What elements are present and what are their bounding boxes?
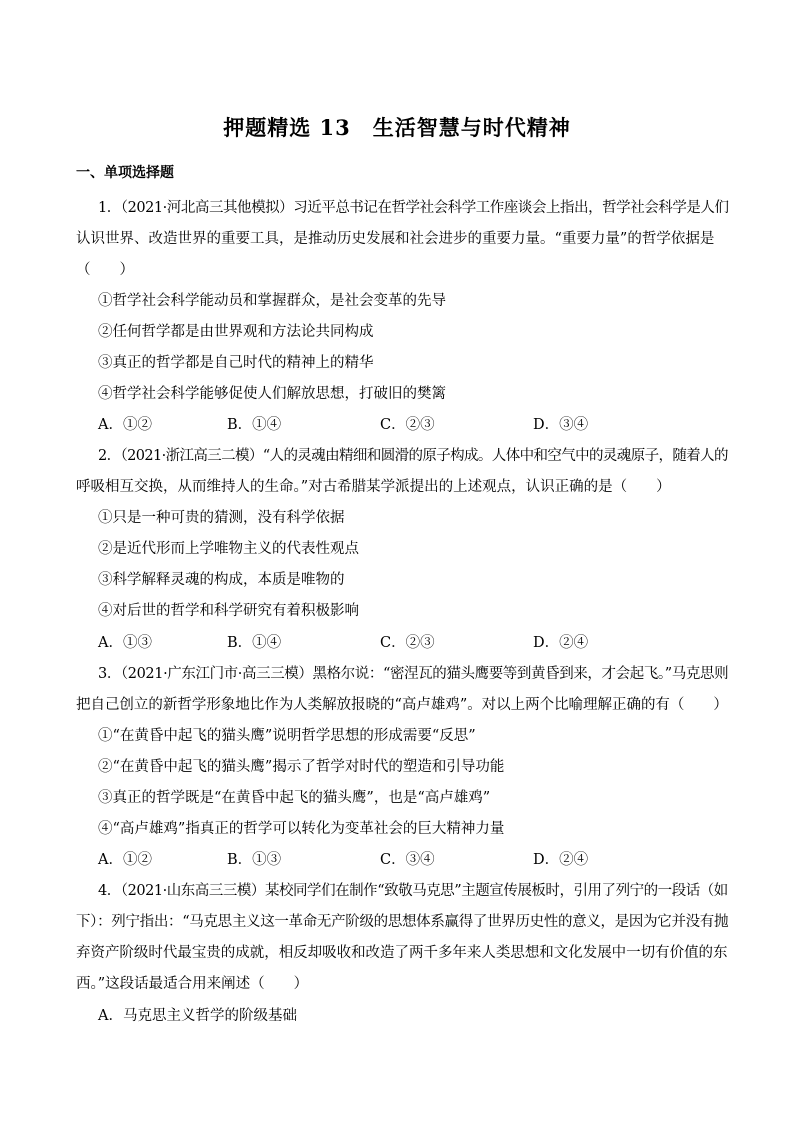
q1-option-d[interactable]: D．③④ — [533, 417, 589, 433]
q3-option-d[interactable]: D．②④ — [533, 852, 589, 868]
q3-option-b[interactable]: B．①③ — [227, 852, 282, 868]
q4-stem-line-2: 下）：列宁指出：“马克思主义这一革命无产阶级的思想体系赢得了世界历史性的意义，是因为它并没有抛 — [76, 914, 729, 930]
q1-option-b[interactable]: B．①④ — [227, 417, 282, 433]
q1-statement-4: ④哲学社会科学能够促使人们解放思想，打破旧的樊篱 — [98, 386, 446, 402]
q2-option-a[interactable]: A．①③ — [98, 635, 152, 651]
q3-option-c[interactable]: C．③④ — [380, 852, 435, 868]
q1-option-a[interactable]: A．①② — [98, 417, 152, 433]
q3-statement-4: ④“高卢雄鸡”指真正的哲学可以转化为变革社会的巨大精神力量 — [98, 821, 505, 837]
q1-stem-line-1: 1．（2021·河北高三其他模拟）习近平总书记在哲学社会科学工作座谈会上指出，哲学社会科学是人们 — [98, 200, 729, 216]
q3-statement-1: ①“在黄昏中起飞的猫头鹰”说明哲学思想的形成需要“反思” — [98, 728, 476, 744]
q2-statement-2: ②是近代形而上学唯物主义的代表性观点 — [98, 541, 359, 557]
q1-statement-2: ②任何哲学都是由世界观和方法论共同构成 — [98, 324, 374, 340]
page-title: 押题精选 13 生活智慧与时代精神 — [223, 115, 571, 140]
q4-stem-line-1: 4．（2021·山东高三三模）某校同学们在制作“致敬马克思”主题宣传展板时，引用了列宁的一段话（如 — [98, 883, 728, 899]
q1-statement-1: ①哲学社会科学能动员和掌握群众，是社会变革的先导 — [98, 293, 446, 309]
q3-stem-line-2: 把自己创立的新哲学形象地比作为人类解放报晓的“高卢雄鸡”。对以上两个比喻理解正确的有（ ） — [76, 697, 728, 713]
section-heading: 一、单项选择题 — [76, 165, 174, 181]
q1-statement-3: ③真正的哲学都是自己时代的精神上的精华 — [98, 355, 374, 371]
q3-stem-line-1: 3．（2021·广东江门市·高三三模）黑格尔说：“密涅瓦的猫头鹰要等到黄昏到来，才会起飞。”马克思则 — [98, 666, 729, 682]
q3-statement-3: ③真正的哲学既是“在黄昏中起飞的猫头鹰”，也是“高卢雄鸡” — [98, 790, 491, 806]
q1-stem-line-3: （ ） — [76, 262, 134, 278]
q2-option-d[interactable]: D．②④ — [533, 635, 589, 651]
q3-option-a[interactable]: A．①② — [98, 852, 152, 868]
q2-statement-1: ①只是一种可贵的猜测，没有科学依据 — [98, 510, 345, 526]
q3-statement-2: ②“在黄昏中起飞的猫头鹰”揭示了哲学对时代的塑造和引导功能 — [98, 759, 505, 775]
q2-stem-line-2: 呼吸相互交换，从而维持人的生命。”对古希腊某学派提出的上述观点，认识正确的是（ ） — [76, 479, 671, 495]
q4-option-a[interactable]: A．马克思主义哲学的阶级基础 — [98, 1008, 297, 1024]
q2-option-c[interactable]: C．②③ — [380, 635, 435, 651]
q2-statement-4: ④对后世的哲学和科学研究有着积极影响 — [98, 603, 359, 619]
q2-stem-line-1: 2．（2021·浙江高三二模）“人的灵魂由精细和圆滑的原子构成。人体中和空气中的灵魂原子，随着人的 — [98, 448, 728, 464]
q2-option-b[interactable]: B．①④ — [227, 635, 282, 651]
q4-stem-line-4: 西。”这段话最适合用来阐述（ ） — [76, 976, 309, 992]
q2-statement-3: ③科学解释灵魂的构成，本质是唯物的 — [98, 572, 345, 588]
q4-stem-line-3: 弃资产阶级时代最宝贵的成就，相反却吸收和改造了两千多年来人类思想和文化发展中一切有价值的东 — [76, 945, 728, 961]
q1-stem-line-2: 认识世界、改造世界的重要工具，是推动历史发展和社会进步的重要力量。“重要力量”的哲学依据是 — [76, 231, 715, 247]
q1-option-c[interactable]: C．②③ — [380, 417, 435, 433]
